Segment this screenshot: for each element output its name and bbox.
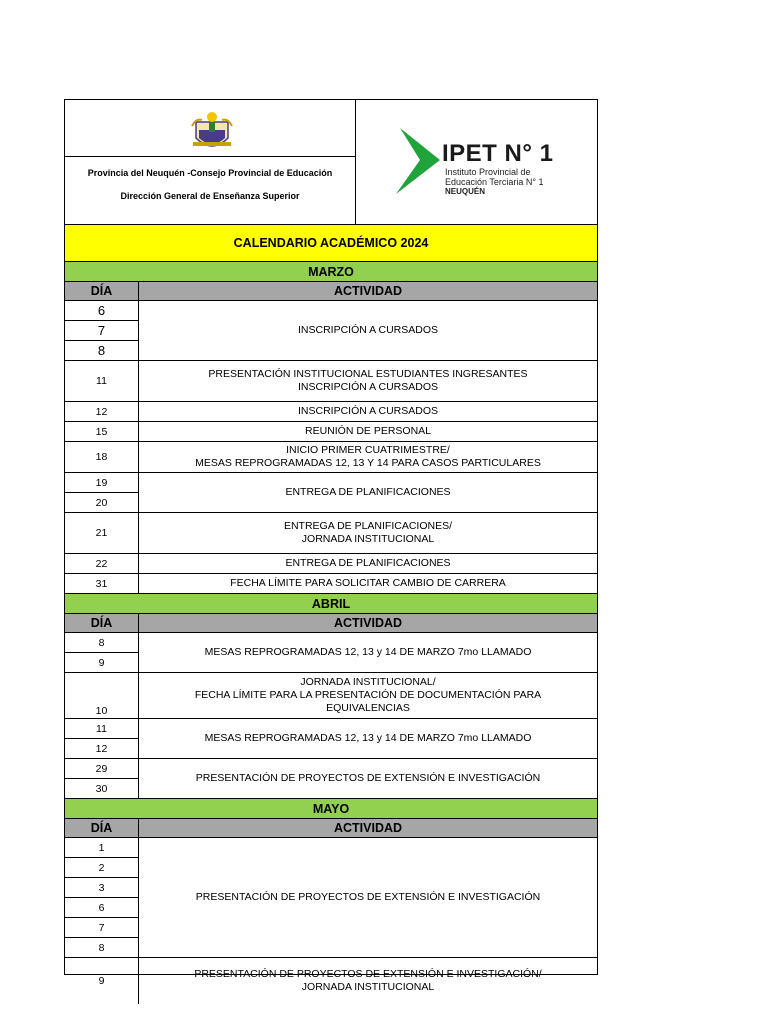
activity-cell (139, 301, 597, 360)
day-cell: 8 (97, 343, 106, 358)
day-cell: 29 (95, 762, 108, 775)
day-cell: 9 (98, 656, 105, 669)
activity-line: MESAS REPROGRAMADAS 12, 13 y 14 DE MARZO 7mo LLAMADO (204, 646, 532, 658)
day-cell: 12 (95, 405, 108, 418)
direction-line: Dirección General de Enseñanza Superior (120, 191, 300, 201)
day-cell: 15 (95, 425, 108, 438)
day-cell: 11 (96, 375, 107, 387)
header-right-cell (356, 100, 598, 224)
day-cell: 3 (98, 881, 105, 894)
day-cell: 11 (96, 722, 107, 735)
ipet-sub2: Educación Terciaria N° 1 (445, 177, 544, 187)
activity-line: INICIO PRIMER CUATRIMESTRE/ (286, 444, 450, 456)
day-cell: 31 (95, 577, 108, 590)
activity-cell (139, 719, 597, 758)
day-cell: 7 (97, 323, 106, 338)
activity-line: REUNIÓN DE PERSONAL (304, 425, 432, 437)
activity-line: JORNADA INSTITUCIONAL (301, 533, 435, 545)
ipet-title: IPET N° 1 (442, 140, 554, 167)
month-header: MAYO (65, 799, 597, 818)
activity-line: EQUIVALENCIAS (326, 702, 410, 714)
day-cell: 8 (98, 941, 105, 954)
column-header-day: DÍA (65, 282, 138, 300)
activity-line: FECHA LÍMITE PARA SOLICITAR CAMBIO DE CARRERA (230, 577, 506, 589)
activity-cell (139, 422, 597, 441)
day-cell: 1 (98, 841, 105, 854)
activity-cell (139, 554, 597, 573)
activity-line: INSCRIPCIÓN A CURSADOS (297, 324, 439, 336)
activity-cell (139, 673, 597, 718)
ipet-arrow-logo (394, 126, 442, 196)
day-cell: 12 (95, 742, 108, 755)
activity-line: JORNADA INSTITUCIONAL (301, 981, 435, 993)
activity-line: INSCRIPCIÓN A CURSADOS (297, 405, 439, 417)
activity-cell (139, 574, 597, 593)
activity-line: FECHA LÍMITE PARA LA PRESENTACIÓN DE DOCUMENTACIÓN PARA (194, 689, 542, 701)
activity-line: PRESENTACIÓN INSTITUCIONAL ESTUDIANTES INGRESANTES (208, 368, 528, 380)
activity-line: ENTREGA DE PLANIFICACIONES (285, 557, 451, 569)
day-cell: 6 (97, 303, 106, 318)
activity-cell (139, 759, 597, 798)
calendar-document (64, 99, 598, 993)
day-cell: 30 (95, 782, 108, 795)
activity-cell (139, 958, 597, 1004)
activity-line: MESAS REPROGRAMADAS 12, 13 Y 14 PARA CASOS PARTICULARES (195, 457, 541, 469)
day-cell: 18 (95, 451, 108, 463)
day-cell: 20 (95, 496, 108, 509)
activity-cell (139, 361, 597, 401)
activity-line: PRESENTACIÓN DE PROYECTOS DE EXTENSIÓN E INVESTIGACIÓN (195, 891, 541, 903)
day-cell: 7 (98, 921, 105, 934)
day-cell: 22 (95, 557, 108, 570)
calendar-table (65, 262, 597, 993)
neuquen-shield-logo (190, 108, 234, 154)
day-cell: 9 (98, 975, 105, 987)
day-cell: 8 (98, 636, 105, 649)
day-cell: 21 (95, 527, 108, 539)
province-line: Provincia del Neuquén -Consejo Provincial de Educación (87, 168, 333, 178)
ipet-sub3: NEUQUÉN (445, 187, 486, 196)
month-header: MARZO (65, 262, 597, 281)
day-cell: 2 (98, 861, 105, 874)
activity-cell (139, 838, 597, 957)
day-cell: 6 (98, 901, 105, 914)
calendar-title: CALENDARIO ACADÉMICO 2024 (65, 225, 597, 261)
day-cell: 19 (95, 476, 108, 489)
column-header-day: DÍA (65, 819, 138, 837)
activity-line: MESAS REPROGRAMADAS 12, 13 y 14 DE MARZO 7mo LLAMADO (204, 732, 532, 744)
column-header-activity: ACTIVIDAD (139, 819, 597, 837)
activity-cell (139, 473, 597, 512)
month-header: ABRIL (65, 594, 597, 613)
activity-cell (139, 513, 597, 553)
day-cell: 10 (95, 705, 108, 717)
activity-line: ENTREGA DE PLANIFICACIONES (285, 486, 451, 498)
activity-cell (139, 402, 597, 421)
activity-cell (139, 442, 597, 472)
header-left-cell (65, 100, 356, 224)
column-header-day: DÍA (65, 614, 138, 632)
activity-line: ENTREGA DE PLANIFICACIONES/ (283, 520, 453, 532)
ipet-sub1: Instituto Provincial de (445, 167, 531, 177)
activity-line: PRESENTACIÓN DE PROYECTOS DE EXTENSIÓN E INVESTIGACIÓN/ (194, 968, 542, 980)
activity-line: INSCRIPCIÓN A CURSADOS (297, 381, 439, 393)
column-header-activity: ACTIVIDAD (139, 282, 597, 300)
activity-line: JORNADA INSTITUCIONAL/ (300, 676, 436, 688)
activity-cell (139, 633, 597, 672)
activity-line: PRESENTACIÓN DE PROYECTOS DE EXTENSIÓN E INVESTIGACIÓN (195, 772, 541, 784)
column-header-activity: ACTIVIDAD (139, 614, 597, 632)
